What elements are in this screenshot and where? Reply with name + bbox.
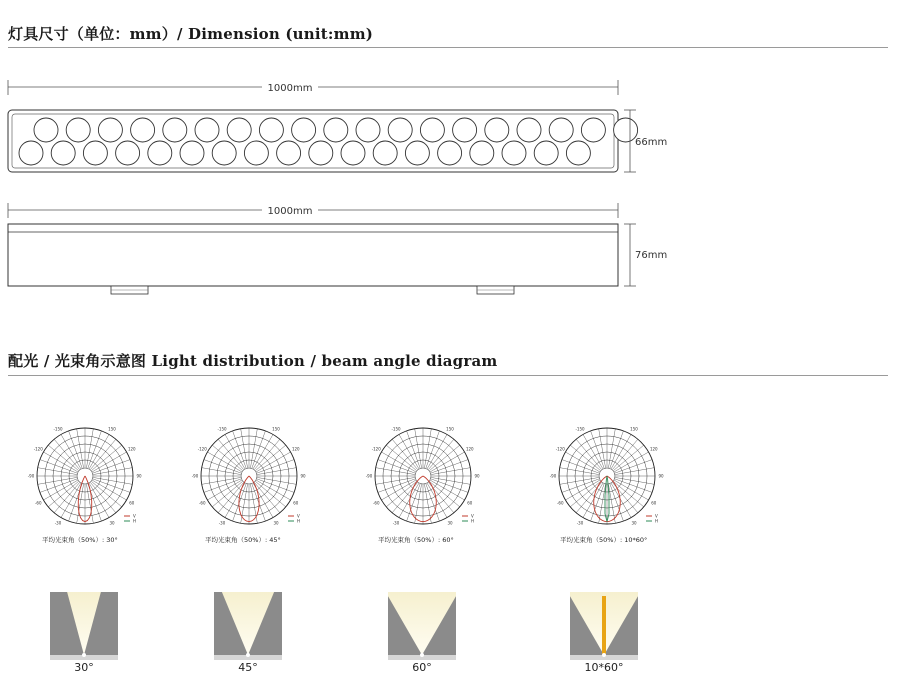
polar-caption-45: 平均光束角（50%）: 45° [205,536,281,544]
polar-angle-label: -30 [218,520,226,526]
polar-angle-label: 150 [630,426,638,432]
polar-angle-label: -120 [555,446,565,452]
lens [116,141,140,165]
lens [420,118,444,142]
legend-label-v: V [133,513,136,519]
side-length-dimension [8,203,618,218]
lens [163,118,187,142]
lens [549,118,573,142]
polar-angle-label: -30 [576,520,584,526]
polar-caption-10x60: 平均光束角（50%）: 10*60° [560,536,648,544]
lens [227,118,251,142]
polar-angle-label: -120 [371,446,381,452]
beam-svg [214,592,282,660]
legend-label-v: V [297,513,300,519]
beam-label-60: 60° [412,661,432,674]
lens [244,141,268,165]
lens [356,118,380,142]
beam-illustration-10x60 [570,592,638,660]
polar-angle-label: 60 [467,500,473,506]
polar-chart [358,420,488,532]
polar-angle-label: 120 [649,446,658,452]
beam-svg [388,592,456,660]
polar-caption-30: 平均光束角（50%）: 30° [42,536,118,544]
lens [66,118,90,142]
beam-illustration-30 [50,592,118,660]
top-length-dimension [8,80,618,95]
lens [309,141,333,165]
beam-label-30: 30° [74,661,94,674]
lens [277,141,301,165]
polar-angle-label: 30 [109,520,115,526]
lens [566,141,590,165]
lens [212,141,236,165]
polar-angle-label: 90 [136,473,142,479]
legend-label-h: H [655,518,659,524]
polar-angle-label: 60 [293,500,299,506]
lens [485,118,509,142]
polar-angle-label: -150 [391,426,401,432]
polar-chart [20,420,150,532]
polar-angle-label: -150 [575,426,585,432]
legend-label-v: V [655,513,658,519]
polar-angle-label: -60 [198,500,206,506]
polar-angle-label: 150 [272,426,280,432]
polar-angle-label: -60 [34,500,42,506]
legend-label-h: H [297,518,301,524]
lens [534,141,558,165]
polar-angle-label: -150 [217,426,227,432]
polar-angle-label: 120 [291,446,300,452]
lens [98,118,122,142]
lens [83,141,107,165]
lens [292,118,316,142]
side-length-label: 1000mm [267,206,313,217]
lens [324,118,348,142]
polar-diagram-45 [184,420,314,536]
legend-label-h: H [133,518,137,524]
polar-angle-label: -30 [392,520,400,526]
lens [614,118,638,142]
beam-label-10x60: 10*60° [584,661,624,674]
polar-angle-label: 30 [447,520,453,526]
polar-angle-label: 90 [300,473,306,479]
polar-angle-label: -30 [54,520,62,526]
polar-angle-label: -60 [372,500,380,506]
polar-angle-label: -60 [556,500,564,506]
beam-svg [570,592,638,660]
top-height-label: 66mm [635,137,668,148]
polar-angle-label: -120 [197,446,207,452]
lens [373,141,397,165]
fixture-side-view [8,224,618,294]
lens [34,118,58,142]
top-length-label: 1000mm [267,83,313,94]
lens [470,141,494,165]
fixture-top-view [8,110,638,172]
side-height-dimension [624,224,667,286]
lens [502,141,526,165]
beam-illustration-60 [388,592,456,660]
lens [180,141,204,165]
lens [195,118,219,142]
lens [405,141,429,165]
polar-chart [184,420,314,532]
distribution-section-title: 配光 / 光束角示意图 Light distribution / beam angle diagram [8,352,498,370]
polar-diagram-10x60 [542,420,672,536]
lens [388,118,412,142]
lens [51,141,75,165]
distribution-divider [8,375,888,376]
polar-diagram-60 [358,420,488,536]
polar-angle-label: 150 [108,426,116,432]
polar-angle-label: -90 [549,473,557,479]
polar-angle-label: -90 [365,473,373,479]
lens [438,141,462,165]
polar-angle-label: 60 [651,500,657,506]
polar-angle-label: 150 [446,426,454,432]
polar-angle-label: -150 [53,426,63,432]
polar-angle-label: -120 [33,446,43,452]
beam-illustration-45 [214,592,282,660]
side-height-label: 76mm [635,250,668,261]
polar-angle-label: 30 [631,520,637,526]
polar-angle-label: 90 [658,473,664,479]
legend-label-v: V [471,513,474,519]
polar-angle-label: 120 [127,446,136,452]
lens [581,118,605,142]
dimension-drawing [0,0,900,300]
lens [517,118,541,142]
polar-angle-label: -90 [27,473,35,479]
lens [341,141,365,165]
polar-angle-label: -90 [191,473,199,479]
legend-label-h: H [471,518,475,524]
polar-angle-label: 90 [474,473,480,479]
polar-angle-label: 30 [273,520,279,526]
lens [131,118,155,142]
polar-diagram-30 [20,420,150,536]
lens [453,118,477,142]
polar-angle-label: 60 [129,500,135,506]
lens [259,118,283,142]
polar-angle-label: 120 [465,446,474,452]
polar-caption-60: 平均光束角（50%）: 60° [378,536,454,544]
polar-chart [542,420,672,532]
beam-label-45: 45° [238,661,258,674]
dimension-section-title: 灯具尺寸（单位：mm）/ Dimension (unit:mm) [8,25,374,43]
lens [19,141,43,165]
lens [148,141,172,165]
beam-svg [50,592,118,660]
